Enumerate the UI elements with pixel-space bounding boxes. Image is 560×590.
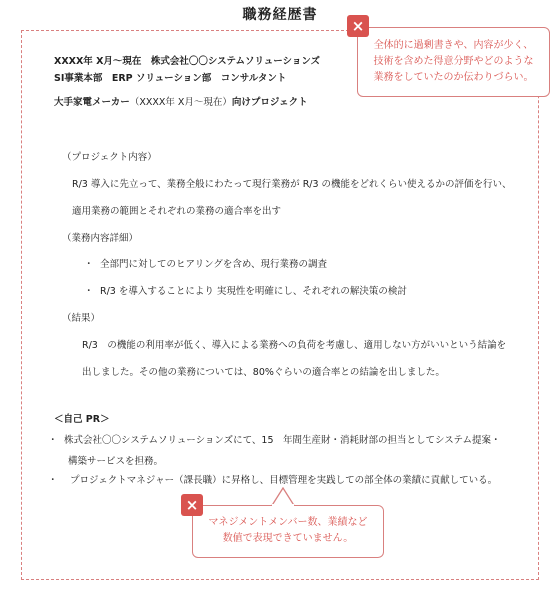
header-line-department: SI事業本部 ERP ソリューション部 コンサルタント	[54, 73, 287, 84]
callout-bottom-line-1: マネジメントメンバー数、業績など	[208, 517, 368, 528]
callout-pointer-gap	[272, 504, 294, 507]
pr-bullet-dot-1: ・	[48, 435, 58, 446]
project-line-1: R/3 導入に先立って、業務全般にわたって現行業務が R/3 の機能をどれくらい使えるかの評価を行い、	[72, 179, 512, 190]
bullet-dot-1: ・	[84, 259, 94, 270]
close-icon[interactable]: ×	[347, 15, 369, 37]
feedback-callout-top	[357, 27, 550, 97]
detail-bullet-2: R/3 を導入することにより 実現性を明確にし、それぞれの解決策の検討	[100, 286, 407, 297]
pr-bullet-dot-2: ・	[48, 475, 58, 486]
project-line-2: 適用業務の範囲とそれぞれの業務の適合率を出す	[72, 206, 282, 217]
detail-heading: （業務内容詳細）	[62, 233, 139, 244]
pr-item-2: プロジェクトマネジャー（課長職）に昇格し、目標管理を実践しての部全体の業績に貢献している。	[70, 475, 498, 486]
pr-item-1-line-2: 構築サービスを担務。	[68, 456, 164, 467]
result-line-2: 出しました。その他の業務については、80%ぐらいの適合率との結論を出しました。	[82, 367, 445, 378]
bullet-dot-2: ・	[84, 286, 94, 297]
feedback-callout-bottom	[192, 505, 384, 558]
pr-heading: ＜自己 PR＞	[54, 414, 110, 425]
project-heading: （プロジェクト内容）	[62, 152, 157, 163]
callout-top-line-2: 技術を含めた得意分野やどのような	[373, 56, 534, 67]
project-suffix: 向けプロジェクト	[231, 97, 308, 108]
page-title: 職務経歴書	[242, 7, 318, 23]
detail-bullet-1: 全部門に対してのヒアリングを含め、現行業務の調査	[100, 259, 328, 270]
result-heading: （結果）	[62, 313, 101, 324]
header-line-project	[54, 97, 308, 109]
callout-top-line-1: 全体的に過剰書きや、内容が少く、	[373, 40, 534, 51]
callout-top-line-3: 業務をしていたのか伝わりづらい。	[373, 72, 534, 83]
pr-item-1-line-1: 株式会社〇〇システムソリューションズにて、15 年間生産財・消耗財部の担当としてシステム提案・	[64, 435, 501, 446]
result-line-1: R/3 の機能の利用率が低く、導入による業務への負荷を考慮し、適用しない方がいいという結論を	[82, 340, 507, 351]
header-line-company: XXXX年 X月〜現在 株式会社〇〇システムソリューションズ	[54, 56, 321, 67]
project-client: 大手家電メーカー	[54, 97, 130, 108]
close-icon[interactable]: ×	[181, 494, 203, 516]
callout-bottom-line-2: 数値で表現できていません。	[222, 533, 354, 544]
project-period: （XXXX年 X月〜現在）	[129, 97, 232, 108]
